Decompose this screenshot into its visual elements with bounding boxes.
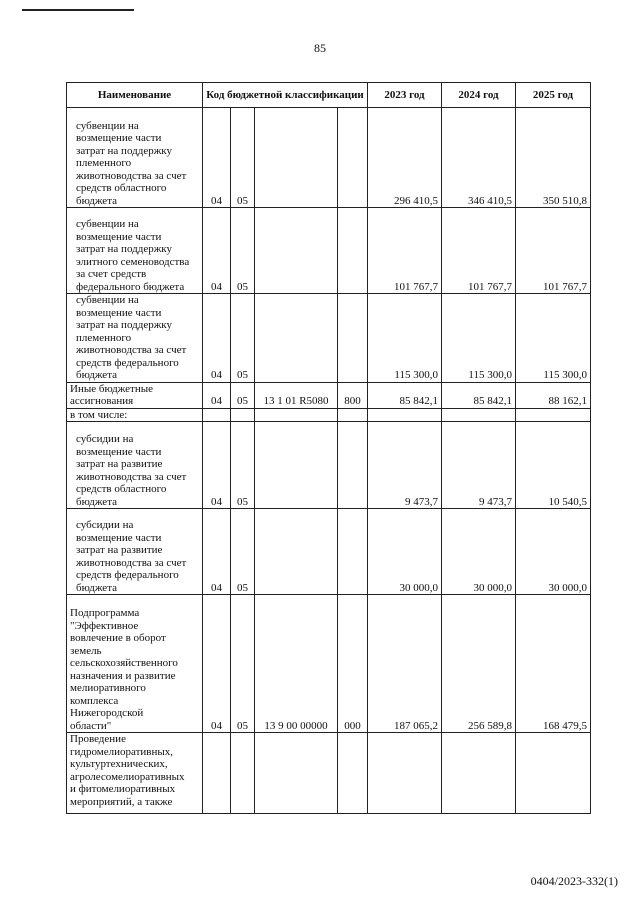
value-2024: 346 410,5 [442, 108, 516, 208]
value-2025 [516, 408, 591, 422]
code-subsection: 05 [231, 595, 255, 733]
row-name: субвенции на возмещение части затрат на поддержку племенного животноводства за счет средств федерального бюджета [67, 294, 203, 383]
code-subsection: 05 [231, 108, 255, 208]
code-expense-type [338, 408, 368, 422]
value-2024: 30 000,0 [442, 509, 516, 595]
header-2024: 2024 год [442, 83, 516, 108]
code-expense-type [338, 208, 368, 294]
value-2023: 30 000,0 [368, 509, 442, 595]
row-name: в том числе: [67, 408, 203, 422]
value-2024: 256 589,8 [442, 595, 516, 733]
table-row [67, 733, 591, 814]
row-name: Подпрограмма "Эффективное вовлечение в оборот земель сельскохозяйственного назначения и развитие мелиоративного комплекса Нижегородской области" [67, 595, 203, 733]
code-target [255, 108, 338, 208]
row-name: Иные бюджетные ассигнования [67, 382, 203, 408]
code-expense-type [338, 509, 368, 595]
top-rule [22, 9, 134, 11]
header-row [67, 83, 591, 108]
header-2023: 2023 год [368, 83, 442, 108]
budget-table [66, 82, 591, 814]
header-name: Наименование [67, 83, 203, 108]
value-2024 [442, 408, 516, 422]
code-section [203, 733, 231, 814]
table-row [67, 408, 591, 422]
header-code: Код бюджетной классификации [203, 83, 368, 108]
value-2023: 296 410,5 [368, 108, 442, 208]
value-2025: 115 300,0 [516, 294, 591, 383]
value-2025: 168 479,5 [516, 595, 591, 733]
table-row [67, 595, 591, 733]
code-target [255, 733, 338, 814]
value-2023 [368, 408, 442, 422]
value-2024: 85 842,1 [442, 382, 516, 408]
code-subsection: 05 [231, 509, 255, 595]
code-section: 04 [203, 422, 231, 509]
code-subsection: 05 [231, 382, 255, 408]
code-section [203, 408, 231, 422]
value-2025: 350 510,8 [516, 108, 591, 208]
value-2023 [368, 733, 442, 814]
row-name: субсидии на возмещение части затрат на развитие животноводства за счет средств федерального бюджета [67, 509, 203, 595]
code-target: 13 9 00 00000 [255, 595, 338, 733]
code-subsection: 05 [231, 208, 255, 294]
value-2025: 30 000,0 [516, 509, 591, 595]
code-subsection [231, 733, 255, 814]
table-row [67, 208, 591, 294]
value-2023: 85 842,1 [368, 382, 442, 408]
value-2025: 101 767,7 [516, 208, 591, 294]
value-2024: 101 767,7 [442, 208, 516, 294]
code-target [255, 294, 338, 383]
table-row [67, 108, 591, 208]
code-section: 04 [203, 509, 231, 595]
code-target [255, 208, 338, 294]
header-2025: 2025 год [516, 83, 591, 108]
table-row [67, 509, 591, 595]
code-expense-type [338, 108, 368, 208]
page-number: 85 [314, 41, 326, 55]
value-2024: 115 300,0 [442, 294, 516, 383]
row-name: субвенции на возмещение части затрат на поддержку племенного животноводства за счет средств областного бюджета [67, 108, 203, 208]
value-2025: 10 540,5 [516, 422, 591, 509]
code-subsection: 05 [231, 422, 255, 509]
code-section: 04 [203, 108, 231, 208]
code-section: 04 [203, 208, 231, 294]
code-target [255, 509, 338, 595]
row-name: субвенции на возмещение части затрат на поддержку элитного семеноводства за счет средств федерального бюджета [67, 208, 203, 294]
code-subsection [231, 408, 255, 422]
code-expense-type [338, 733, 368, 814]
code-section: 04 [203, 294, 231, 383]
row-name: субсидии на возмещение части затрат на развитие животноводства за счет средств областного бюджета [67, 422, 203, 509]
value-2024: 9 473,7 [442, 422, 516, 509]
row-name: Проведение гидромелиоративных, культуртехнических, агролесомелиоративных и фитомелиоративных мероприятий, а также [67, 733, 203, 814]
code-section: 04 [203, 595, 231, 733]
code-expense-type [338, 422, 368, 509]
code-expense-type: 800 [338, 382, 368, 408]
document-number: 0404/2023-332(1) [530, 874, 618, 888]
table-row [67, 294, 591, 383]
table-row [67, 422, 591, 509]
code-target [255, 422, 338, 509]
code-expense-type: 000 [338, 595, 368, 733]
value-2023: 187 065,2 [368, 595, 442, 733]
value-2023: 101 767,7 [368, 208, 442, 294]
value-2025: 88 162,1 [516, 382, 591, 408]
code-target [255, 408, 338, 422]
code-target: 13 1 01 R5080 [255, 382, 338, 408]
table-row [67, 382, 591, 408]
code-subsection: 05 [231, 294, 255, 383]
code-expense-type [338, 294, 368, 383]
value-2023: 9 473,7 [368, 422, 442, 509]
value-2025 [516, 733, 591, 814]
value-2023: 115 300,0 [368, 294, 442, 383]
code-section: 04 [203, 382, 231, 408]
value-2024 [442, 733, 516, 814]
